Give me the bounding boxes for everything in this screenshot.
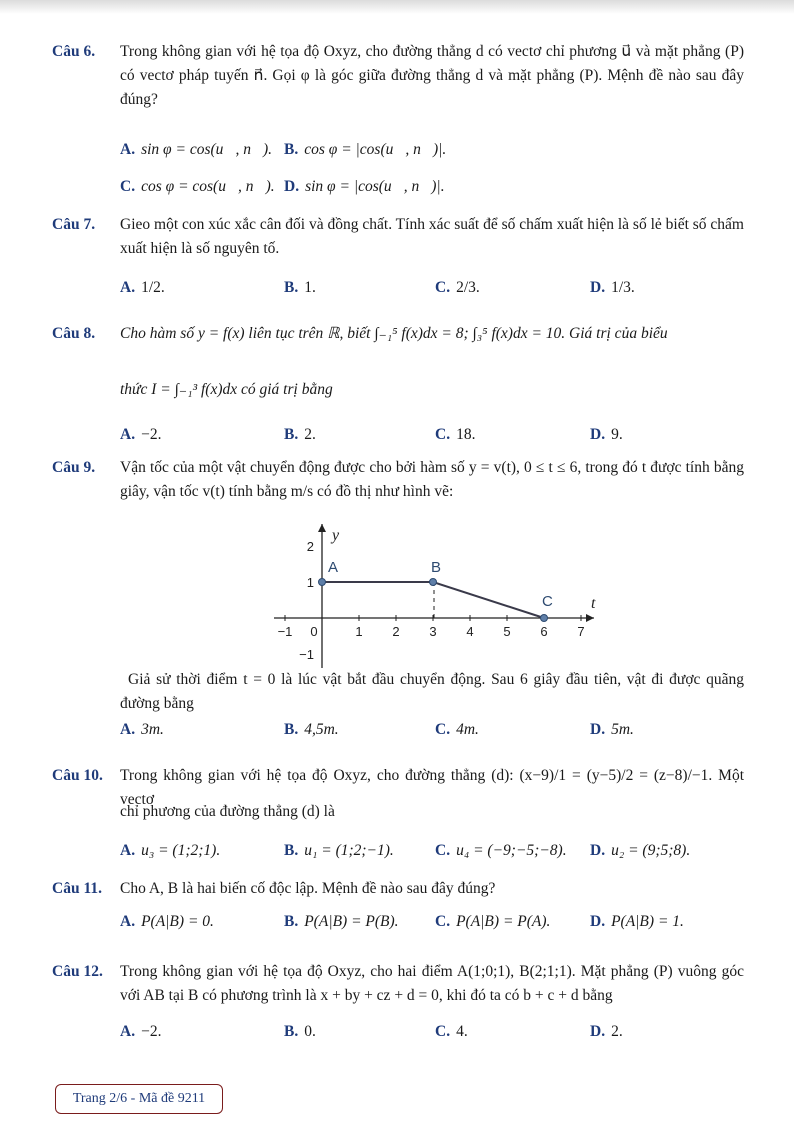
y-axis-label: y xyxy=(332,527,340,544)
option-letter: B. xyxy=(284,913,299,930)
option-text: P(A|B) = P(B). xyxy=(304,913,399,930)
option-text: cos φ = |cos(u⃗, n⃗)|. xyxy=(304,141,447,158)
question-6-number: Câu 6. xyxy=(52,43,96,60)
option-c[interactable] xyxy=(435,913,550,931)
option-letter: A. xyxy=(120,721,136,738)
question-11-text: Cho A, B là hai biến cố độc lập. Mệnh đề nào sau đây đúng? xyxy=(120,880,496,897)
option-text: 2. xyxy=(611,1023,623,1040)
option-text: sin φ = cos(u⃗, n⃗). xyxy=(141,141,273,158)
option-a[interactable] xyxy=(120,279,165,297)
question-6-text: Trong không gian với hệ tọa độ Oxyz, cho đường thẳng d có vectơ chỉ phương u⃗ và mặt phẳng (P) có vectơ pháp tuyến n⃗. Gọi φ là góc giữa đường thẳng d và mặt phẳng (P). Mệnh đề nào sau đây đúng? xyxy=(120,43,744,108)
option-letter: A. xyxy=(120,842,136,859)
option-letter: D. xyxy=(284,178,300,195)
option-c[interactable] xyxy=(120,178,275,196)
option-c[interactable] xyxy=(435,721,479,739)
option-text: u₄ = (−9;−5;−8). xyxy=(456,842,567,859)
option-d[interactable] xyxy=(590,1023,623,1041)
point-label: B xyxy=(431,559,442,576)
option-letter: D. xyxy=(590,1023,606,1040)
option-letter: A. xyxy=(120,1023,136,1040)
option-b[interactable] xyxy=(284,913,399,931)
option-d[interactable] xyxy=(590,913,684,931)
option-c[interactable] xyxy=(435,279,480,297)
point-label: C xyxy=(542,593,553,610)
x-tick-label: 0 xyxy=(310,624,318,639)
question-7 xyxy=(52,213,744,261)
option-letter: B. xyxy=(284,279,299,296)
option-text: u₂ = (9;5;8). xyxy=(611,842,691,859)
option-letter: A. xyxy=(120,279,136,296)
x-axis-arrow-icon xyxy=(586,614,594,622)
option-d[interactable] xyxy=(284,178,445,196)
x-tick-label: 5 xyxy=(503,624,511,639)
option-text: −2. xyxy=(141,426,162,443)
option-c[interactable] xyxy=(435,1023,468,1041)
option-letter: B. xyxy=(284,426,299,443)
option-d[interactable] xyxy=(590,279,635,297)
option-letter: D. xyxy=(590,721,606,738)
option-letter: D. xyxy=(590,842,606,859)
x-tick-label: 6 xyxy=(540,624,548,639)
question-8-line2 xyxy=(52,378,744,402)
option-b[interactable] xyxy=(284,1023,316,1041)
option-text: sin φ = |cos(u⃗, n⃗)|. xyxy=(305,178,445,195)
question-6 xyxy=(52,40,744,112)
option-a[interactable] xyxy=(120,426,161,444)
question-8-number: Câu 8. xyxy=(52,325,96,342)
question-10-text-line2: chỉ phương của đường thẳng (d) là xyxy=(120,803,335,820)
option-a[interactable] xyxy=(120,1023,161,1041)
option-c[interactable] xyxy=(435,842,567,860)
page-footer: Trang 2/6 - Mã đề 9211 xyxy=(55,1084,223,1114)
velocity-graph xyxy=(268,520,598,670)
y-tick-group xyxy=(299,539,314,662)
option-letter: C. xyxy=(435,426,451,443)
option-text: 1/3. xyxy=(611,279,635,296)
question-12 xyxy=(52,960,744,1008)
option-b[interactable] xyxy=(284,279,316,297)
option-d[interactable] xyxy=(590,721,634,739)
option-b[interactable] xyxy=(284,141,446,159)
option-letter: A. xyxy=(120,426,136,443)
question-10-number: Câu 10. xyxy=(52,767,103,784)
point-label: A xyxy=(328,559,339,576)
page-top-shadow xyxy=(0,0,794,14)
point-b xyxy=(430,579,437,586)
option-letter: C. xyxy=(435,1023,451,1040)
point-a xyxy=(319,579,326,586)
option-letter: D. xyxy=(590,426,606,443)
question-9-after-text: Giả sử thời điểm t = 0 là lúc vật bắt đầu chuyển động. Sau 6 giây đầu tiên, vật đi được quãng đường bằng xyxy=(120,671,744,712)
option-letter: D. xyxy=(590,279,606,296)
question-7-number: Câu 7. xyxy=(52,216,96,233)
question-8 xyxy=(52,322,744,346)
x-tick-label: −1 xyxy=(277,624,293,639)
y-axis-arrow-icon xyxy=(318,524,326,532)
question-9 xyxy=(52,456,744,504)
option-letter: B. xyxy=(284,842,299,859)
option-a[interactable] xyxy=(120,141,272,159)
option-letter: B. xyxy=(284,1023,299,1040)
question-9-number: Câu 9. xyxy=(52,459,96,476)
option-text: 0. xyxy=(304,1023,316,1040)
question-12-number: Câu 12. xyxy=(52,963,103,980)
option-d[interactable] xyxy=(590,842,690,860)
option-text: 4m. xyxy=(456,721,479,738)
option-text: P(A|B) = 1. xyxy=(611,913,684,930)
option-text: 1. xyxy=(304,279,316,296)
point-c xyxy=(541,615,548,622)
option-text: 4,5m. xyxy=(304,721,339,738)
y-tick-label: 1 xyxy=(306,575,314,590)
x-axis-label: t xyxy=(591,595,596,612)
x-tick-label: 3 xyxy=(429,624,437,639)
option-text: u₁ = (1;2;−1). xyxy=(304,842,394,859)
x-tick-label: 1 xyxy=(355,624,363,639)
option-a[interactable] xyxy=(120,913,214,931)
option-text: P(A|B) = 0. xyxy=(141,913,214,930)
question-12-text: Trong không gian với hệ tọa độ Oxyz, cho hai điểm A(1;0;1), B(2;1;1). Mặt phẳng (P) vuông góc với AB tại B có phương trình là x + by + cz + d = 0, khi đó ta có b + c + d bằng xyxy=(120,963,744,1004)
option-c[interactable] xyxy=(435,426,475,444)
x-tick-label: 7 xyxy=(577,624,585,639)
option-letter: C. xyxy=(435,279,451,296)
x-tick-label: 4 xyxy=(466,624,474,639)
option-b[interactable] xyxy=(284,842,394,860)
option-text: 2/3. xyxy=(456,279,480,296)
option-text: 4. xyxy=(456,1023,468,1040)
option-letter: B. xyxy=(284,141,299,158)
option-text: 3m. xyxy=(141,721,164,738)
y-tick-label: 2 xyxy=(306,539,314,554)
option-text: 18. xyxy=(456,426,476,443)
series-group xyxy=(319,559,554,622)
question-10-text-line1: Trong không gian với hệ tọa độ Oxyz, cho đường thẳng (d): (x−9)/1 = (y−5)/2 = (z−8)/−1. Một vectơ xyxy=(120,767,744,808)
option-letter: B. xyxy=(284,721,299,738)
option-text: P(A|B) = P(A). xyxy=(456,913,551,930)
option-letter: A. xyxy=(120,913,136,930)
velocity-line xyxy=(322,582,544,618)
question-9-text: Vận tốc của một vật chuyển động được cho bởi hàm số y = v(t), 0 ≤ t ≤ 6, trong đó t được tính bằng giây, vận tốc v(t) tính bằng m/s có đồ thị như hình vẽ: xyxy=(120,459,744,500)
option-letter: D. xyxy=(590,913,606,930)
question-10-line2 xyxy=(52,800,744,824)
option-text: 2. xyxy=(304,426,316,443)
option-letter: C. xyxy=(435,842,451,859)
option-text: 5m. xyxy=(611,721,634,738)
option-text: u₃ = (1;2;1). xyxy=(141,842,221,859)
option-letter: A. xyxy=(120,141,136,158)
option-letter: C. xyxy=(120,178,136,195)
question-9-continuation xyxy=(52,668,744,716)
question-11-number: Câu 11. xyxy=(52,880,102,897)
option-text: 9. xyxy=(611,426,623,443)
question-11 xyxy=(52,877,744,901)
option-b[interactable] xyxy=(284,721,339,739)
option-text: cos φ = cos(u⃗, n⃗). xyxy=(141,178,275,195)
option-a[interactable] xyxy=(120,842,220,860)
y-tick-label: −1 xyxy=(299,647,314,662)
option-letter: C. xyxy=(435,721,451,738)
x-tick-label: 2 xyxy=(392,624,400,639)
option-text: −2. xyxy=(141,1023,162,1040)
question-8-text-line1: Cho hàm số y = f(x) liên tục trên ℝ, biết ∫₋₁⁵ f(x)dx = 8; ∫₃⁵ f(x)dx = 10. Giá trị của biểu xyxy=(120,325,668,342)
option-letter: C. xyxy=(435,913,451,930)
option-a[interactable] xyxy=(120,721,164,739)
option-text: 1/2. xyxy=(141,279,165,296)
option-b[interactable] xyxy=(284,426,316,444)
option-d[interactable] xyxy=(590,426,623,444)
question-7-text: Gieo một con xúc xắc cân đối và đồng chất. Tính xác suất để số chấm xuất hiện là số lẻ biết số chấm xuất hiện là số nguyên tố. xyxy=(120,216,744,257)
question-8-text-line2: thức I = ∫₋₁³ f(x)dx có giá trị bằng xyxy=(120,381,333,398)
